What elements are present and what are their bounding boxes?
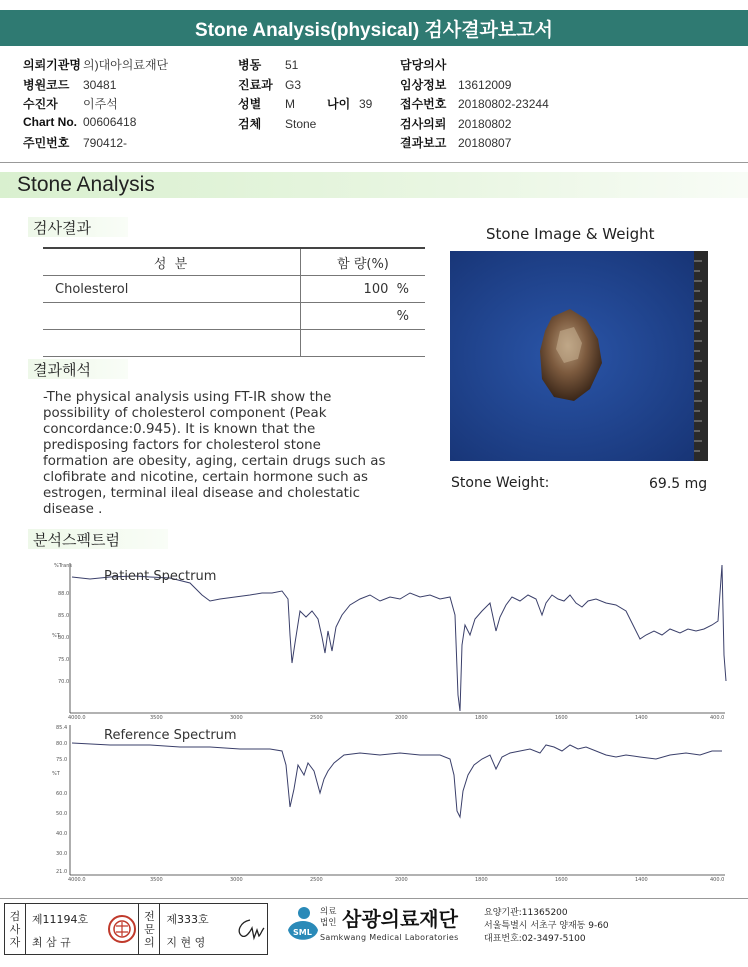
header-divider [0,162,748,163]
org-prefix-line: 의료 [320,907,337,917]
table-row [43,330,425,357]
svg-text:%T: %T [52,771,60,777]
svg-text:1400: 1400 [635,715,648,721]
svg-text:1600: 1600 [555,715,568,721]
svg-text:70.0: 70.0 [58,679,70,685]
examiner-vertical-char: 자 [9,935,21,949]
stone-weight-label: Stone Weight: [451,475,550,491]
info-value: 30481 [83,77,117,92]
specialist-license: 제333호 [166,913,209,926]
svg-text:21.0: 21.0 [56,869,68,875]
svg-text:4000.0: 4000.0 [68,877,86,883]
specialist-vertical-label [138,904,160,954]
reference-spectrum-line [72,743,722,817]
info-value: G3 [285,77,302,92]
info-value: 이주석 [83,97,118,111]
specialist-info [160,904,230,954]
age-value: 39 [359,97,373,111]
svg-text:%Trans: %Trans [54,563,72,569]
result-table [43,247,425,357]
patient-panel [52,563,726,721]
svg-text:3000: 3000 [230,877,243,883]
examiner-license: 제11194호 [31,913,89,926]
sml-logo-icon [282,904,322,948]
svg-text:400.0: 400.0 [710,715,725,721]
patient-info-col3 [400,56,600,154]
interpretation-line: disease . [43,502,103,517]
spectrum-svg [50,555,730,885]
amount-cell [301,303,426,330]
report-title-bar [0,10,748,46]
svg-text:3500: 3500 [150,877,163,883]
info-value: 00606418 [83,114,137,129]
interpretation-text [43,390,443,518]
org-address: 서울특별시 서초구 양재동 9-60 [484,921,609,931]
org-prefix [320,907,336,929]
component-cell: Cholesterol [43,276,301,303]
stone-photo-graphic [450,251,708,461]
signature-icon [232,914,266,944]
result-title: 검사결과 [33,219,91,237]
org-code: 요양기관:11365200 [484,908,568,918]
reference-panel [52,725,725,883]
info-label: 성별 [238,97,262,111]
report-title: Stone Analysis(physical) 검사결과보고서 [195,19,553,41]
svg-text:2500: 2500 [310,715,323,721]
official-seal [106,904,139,954]
age-label: 나이 [327,97,351,111]
amount-unit: % [396,281,409,297]
svg-text:2500: 2500 [310,877,323,883]
amount-cell [301,276,426,303]
info-value: 51 [285,58,299,72]
component-cell [43,330,301,357]
info-value: Stone [285,116,317,131]
spectrum-title: 분석스펙트럼 [33,531,120,549]
info-label: 수진자 [23,97,58,111]
signature [230,904,267,954]
svg-text:2000: 2000 [395,877,408,883]
info-label: 담당의사 [400,58,447,72]
org-prefix-line: 법인 [320,918,337,928]
seal-icon [107,914,137,944]
svg-text:85.0: 85.0 [58,613,70,619]
stone-weight-value: 69.5 mg [649,476,708,492]
svg-text:75.0: 75.0 [58,657,70,663]
info-label: 검사의뢰 [400,116,447,131]
svg-text:80.0: 80.0 [58,635,70,641]
sml-logo-text: SML [293,928,312,937]
interpretation-line: concordance:0.945). It is known that the [43,422,316,437]
info-value: 20180802-23244 [458,97,549,111]
interpretation-line: estrogen, terminal ileal disease and cholestatic [43,486,360,501]
svg-text:88.0: 88.0 [58,591,70,597]
specialist-vertical-char: 의 [144,935,155,949]
col-amount-header: 함 량(%) [337,256,389,272]
patient-info-col2 [238,56,398,134]
svg-text:80.0: 80.0 [56,741,68,747]
sml-logo [282,904,322,948]
specialist-vertical-char: 문 [144,922,155,936]
org-name-en: Samkwang Medical Laboratories [320,933,459,942]
component-cell [43,303,301,330]
examiner-name: 최 삼 규 [31,936,71,949]
svg-text:1800: 1800 [475,877,488,883]
examiner-info [26,904,106,954]
info-value: 20180802 [458,116,512,131]
col-component-header: 성 분 [43,248,301,276]
svg-text:60.0: 60.0 [56,791,68,797]
section-title: Stone Analysis [17,173,155,196]
info-value: 13612009 [458,77,512,92]
svg-text:2000: 2000 [395,715,408,721]
examiner-vertical-label [5,904,26,954]
interpretation-line: formation are obesity, aging, certain drugs such as [43,454,386,469]
info-label: 병동 [238,58,262,72]
svg-text:1800: 1800 [475,715,488,721]
info-label: 결과보고 [400,136,447,150]
interpretation-line: -The physical analysis using FT-IR show the [43,390,332,405]
interpretation-line: predisposing factors for cholesterol stone [43,438,321,453]
stone-photo [450,251,708,461]
table-row [43,303,425,330]
org-phone: 대표번호:02-3497-5100 [484,934,586,944]
svg-text:1600: 1600 [555,877,568,883]
amount-cell [301,330,426,357]
svg-text:3000: 3000 [230,715,243,721]
interpretation-line: clofibrate and nicotine, certain hormone such as [43,470,369,485]
specialist-name: 지 현 영 [166,936,206,949]
info-label: 검체 [238,116,262,131]
svg-text:%T: %T [52,633,60,639]
info-label: Chart No. [23,114,77,129]
org-contact [484,907,609,946]
info-label: 진료과 [238,77,273,92]
info-label: 접수번호 [400,97,447,111]
amount-unit: % [396,308,409,324]
svg-text:30.0: 30.0 [56,851,68,857]
reference-spectrum-label: Reference Spectrum [104,728,237,743]
interpretation-line: possibility of cholesterol component (Peak [43,406,327,421]
patient-spectrum-label: Patient Spectrum [104,569,217,584]
examiner-vertical-char: 사 [9,922,21,936]
specialist-vertical-char: 전 [144,909,155,923]
table-row [43,276,425,303]
svg-text:3500: 3500 [150,715,163,721]
result-table-header [43,248,425,276]
org-name: 삼광의료재단 [342,907,458,931]
info-label: 의뢰기관명 [23,58,81,72]
info-value: 790412- [83,136,128,150]
info-label: 주민번호 [23,136,70,150]
interpretation-title: 결과해석 [33,361,91,379]
info-label: 병원코드 [23,77,70,92]
footer-divider [0,898,748,899]
info-value: 의)대아의료재단 [83,58,169,72]
svg-text:40.0: 40.0 [56,831,68,837]
svg-text:4000.0: 4000.0 [68,715,86,721]
stone-image-title: Stone Image & Weight [486,225,655,243]
patient-info-col1 [23,56,223,154]
info-value: M [285,97,295,111]
patient-spectrum-line [72,565,726,711]
svg-text:50.0: 50.0 [56,811,68,817]
info-label: 임상정보 [400,77,447,92]
amount-value: 100 [363,281,389,297]
info-value: 20180807 [458,136,512,150]
examiner-vertical-char: 검 [9,909,21,923]
svg-text:400.0: 400.0 [710,877,725,883]
svg-text:1400: 1400 [635,877,648,883]
signature-box [4,903,268,955]
svg-text:85.4: 85.4 [56,725,68,731]
spectrum-chart [50,555,730,885]
svg-text:75.0: 75.0 [56,757,68,763]
